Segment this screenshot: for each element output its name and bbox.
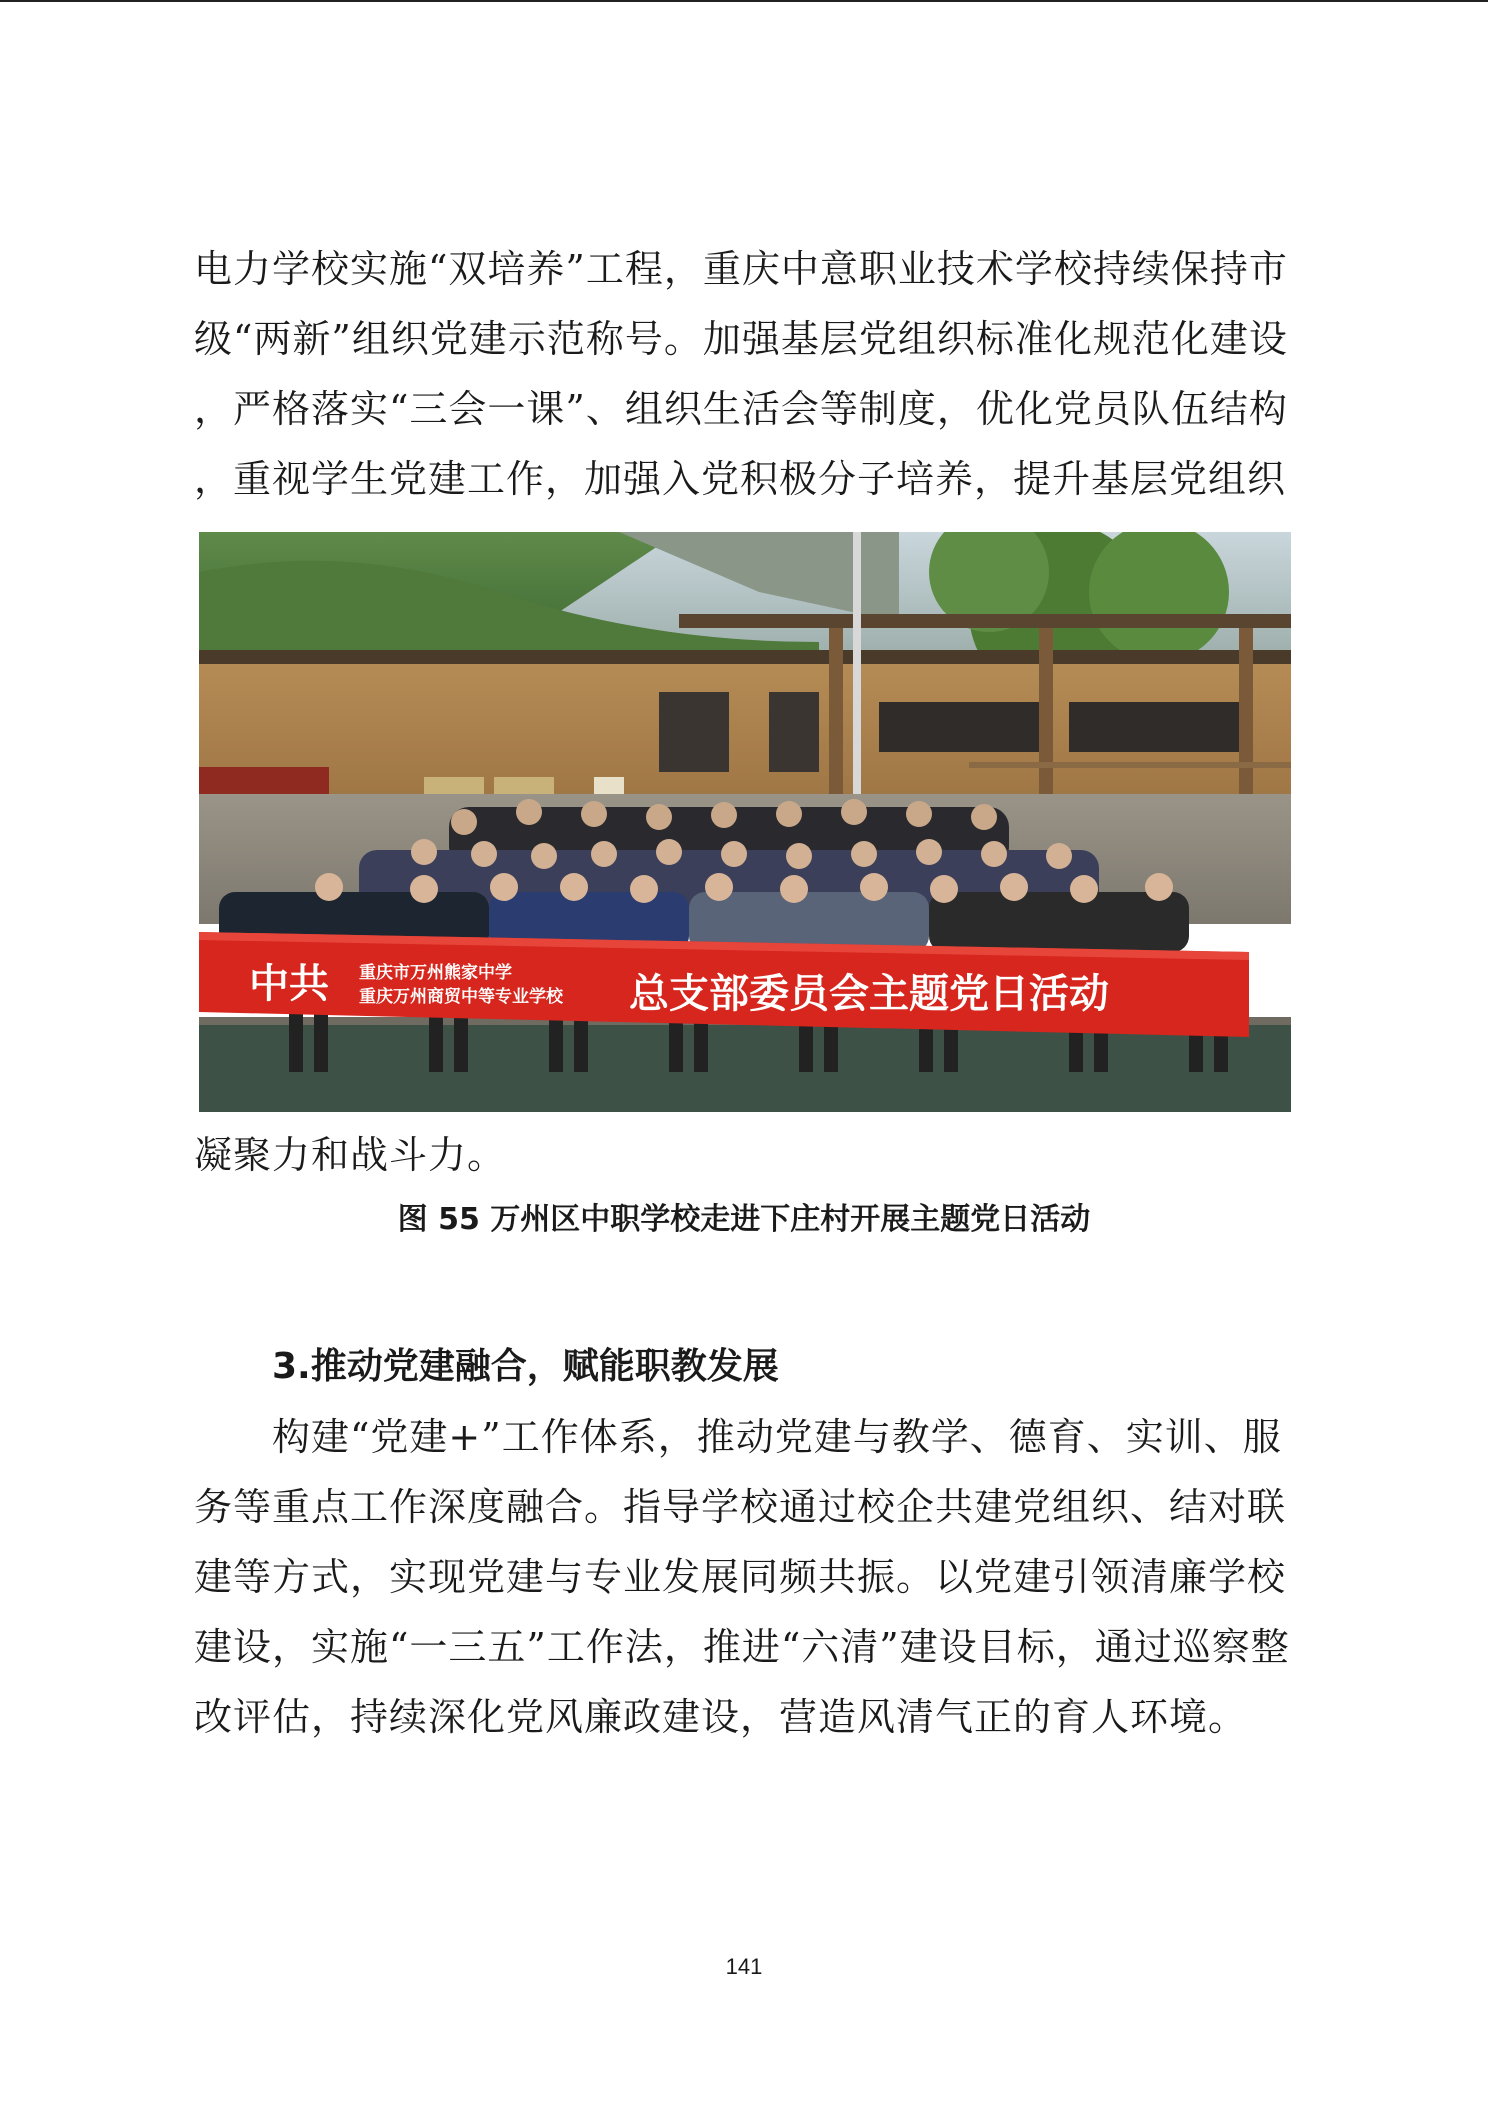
- figure-caption: 图 55 万州区中职学校走进下庄村开展主题党日活动: [397, 1202, 1091, 1237]
- section-heading: 3.推动党建融合，赋能职教发展: [272, 1346, 779, 1387]
- page-number: 141: [725, 1954, 763, 1979]
- top-rule: [0, 0, 1488, 2]
- paragraph-line: 凝聚力和战斗力。: [194, 1133, 507, 1177]
- paragraph-line: 建等方式，实现党建与专业发展同频共振。以党建引领清廉学校: [194, 1555, 1287, 1599]
- banner-school-1: 重庆市万州熊家中学: [359, 963, 512, 983]
- group-photo: [199, 532, 1291, 1112]
- paragraph-line: 电力学校实施“双培养”工程，重庆中意职业技术学校持续保持市: [194, 247, 1288, 291]
- paragraph-line: 级“两新”组织党建示范称号。加强基层党组织标准化规范化建设: [194, 317, 1288, 361]
- paragraph-line: ，重视学生党建工作，加强入党积极分子培养，提升基层党组织: [194, 457, 1287, 501]
- banner-school-2: 重庆万州商贸中等专业学校: [359, 987, 563, 1007]
- paragraph-line: ，严格落实“三会一课”、组织生活会等制度，优化党员队伍结构: [194, 387, 1288, 431]
- paragraph-line: 务等重点工作深度融合。指导学校通过校企共建党组织、结对联: [194, 1485, 1287, 1529]
- banner-left-text: 中共: [249, 961, 329, 1007]
- paragraph-line: 构建“党建+”工作体系，推动党建与教学、德育、实训、服: [272, 1415, 1282, 1459]
- paragraph-line: 改评估，持续深化党风廉政建设，营造风清气正的育人环境。: [194, 1695, 1248, 1739]
- paragraph-line: 建设，实施“一三五”工作法，推进“六清”建设目标，通过巡察整: [194, 1625, 1290, 1669]
- banner-main-text: 总支部委员会主题党日活动: [629, 971, 1109, 1017]
